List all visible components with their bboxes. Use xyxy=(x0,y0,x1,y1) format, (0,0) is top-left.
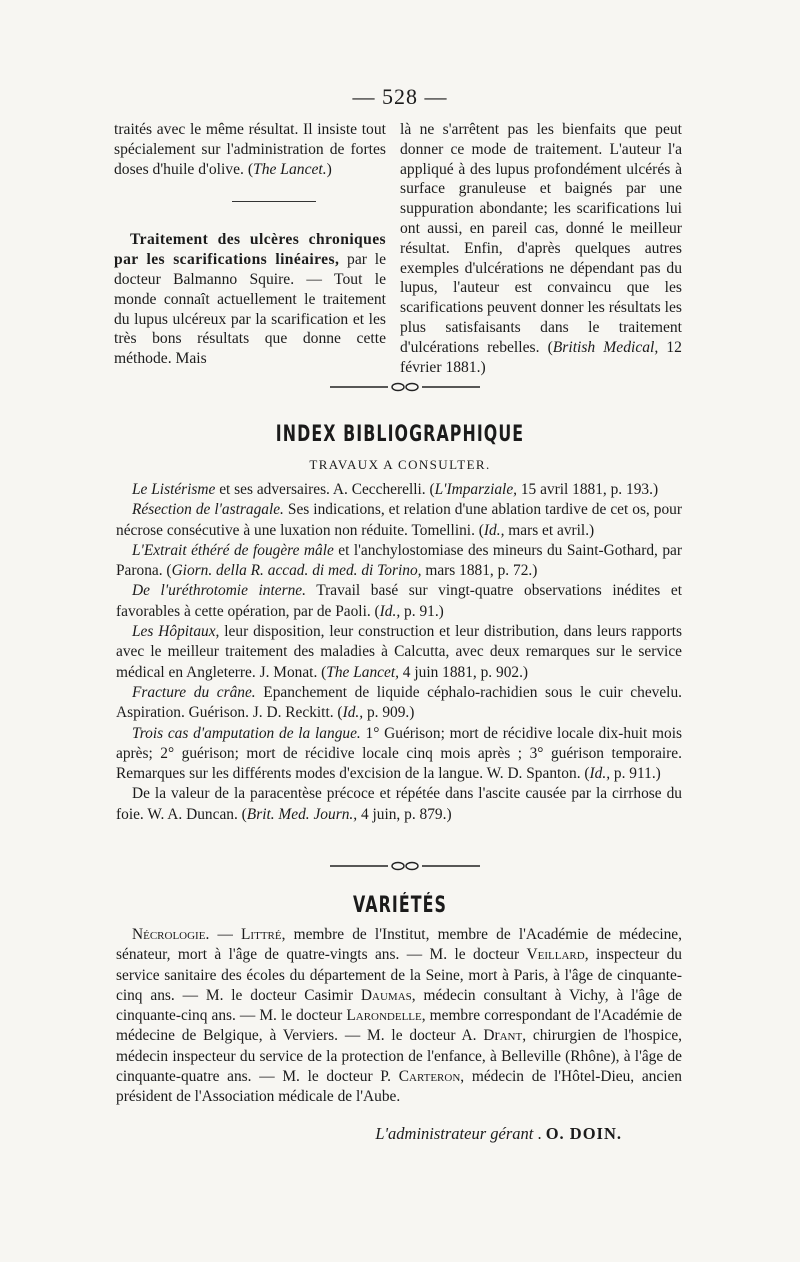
necrology-paragraph: Nécrologie. — Littré, membre de l'Institut, membre de l'Académie de médecine, sénateur, mort à l'âge de quatre-vingts ans. — M. le docteur Veillard, inspecteur du service sanitaire des écoles du département de la Seine, mort à Paris, à l'âge de cinquante-cinq ans. — M. le docteur Casimir Daumas, médecin consultant à Vichy, à l'âge de cinquante-cinq ans. — M. le docteur Larondelle, membre correspondant de l'Académie de médecine de Belgique, à Verviers. — M. le docteur A. Drant, chirurgien de l'hospice, médecin inspecteur du service de la protection de l'enfance, à Belleville (Rhône), à l'âge de cinquante-quatre ans. — M. le docteur P. Carteron, médecin de l'Hôtel-Dieu, ancien président de l'Association médicale de l'Aube. xyxy=(116,926,683,1106)
bib-entry: De l'uréthrotomie interne. Travail basé sur vingt-quatre observations inédites et favorables à cette opération, par de Paoli. (Id., p. 91.) xyxy=(116,582,682,620)
article-title: Traitement des ulcères chroniques par les scarifications linéaires, xyxy=(114,231,386,269)
lancet-paragraph: traités avec le même résultat. Il insiste tout spécialement sur l'administration de fortes doses d'huile d'olive. (The Lancet.) xyxy=(114,121,386,178)
source-citation: The Lancet. xyxy=(253,160,327,178)
bib-entry: L'Extrait éthéré de fougère mâle et l'anchylostomiase des mineurs du Saint-Gothard, par Parona. (Giorn. della R. accad. di med. di Torino, mars 1881, p. 72.) xyxy=(116,541,683,580)
source-citation: British Medical, xyxy=(552,338,659,356)
scarification-article: Traitement des ulcères chroniques par les scarifications linéaires, par le docteur Balmanno Squire. — Tout le monde connaît actuellement le traitement du lupus ulcéreux par la scarification et les très bons résultats que donne cette méthode. Mais xyxy=(114,231,387,368)
varietes-title: VARIÉTÉS xyxy=(352,893,448,918)
bib-entry: Le Listérisme et ses adversaires. A. Ceccherelli. (L'Imparziale, 15 avril 1881, p. 193.) xyxy=(132,481,659,498)
index-subtitle: TRAVAUX A CONSULTER. xyxy=(309,457,491,472)
bib-entry: Fracture du crâne. Epanchement de liquide céphalo-rachidien sous le cuir chevelu. Aspiration. Guérison. J. D. Reckitt. (Id., p. 909.) xyxy=(116,683,682,722)
bib-entry: Les Hôpitaux, leur disposition, leur construction et leur distribution, dans leurs rapports avec le meilleur traitement des maladies à Calcutta, avec deux remarques sur le service médical en Angleterre. J. Monat. (The Lancet, 4 juin 1881, p. 902.) xyxy=(116,623,682,681)
necrology-section xyxy=(116,925,682,1108)
bib-entry: Résection de l'astragale. Ses indications, et relation d'une ablation tardive de cet os, pour nécrose consécutive à une luxation non réduite. Tomellini. (Id., mars et avril.) xyxy=(116,501,682,539)
bibliography-list xyxy=(116,480,682,825)
bib-entry: De la valeur de la paracentèse précoce et répétée dans l'ascite causée par la cirrhose du foie. W. A. Duncan. (Brit. Med. Journ., 4 juin, p. 879.) xyxy=(116,785,682,823)
left-column xyxy=(114,120,386,369)
ornament-rule xyxy=(330,861,480,871)
publisher-signature: L'administrateur gérant . O. DOIN. xyxy=(375,1124,622,1143)
bib-entry: Trois cas d'amputation de la langue. 1° Guérison; mort de récidive locale dix-huit mois après; 2° guérison; mort de récidive locale cinq mois après ; 3° guérison temporaire. Remarques sur les différents modes d'excision de la langue. W. D. Spanton. (Id., p. 911.) xyxy=(116,724,682,783)
right-column xyxy=(400,120,682,377)
index-title: INDEX BIBLIOGRAPHIQUE xyxy=(275,422,525,447)
ornament-rule xyxy=(330,382,480,392)
separator-rule xyxy=(232,201,316,202)
article-continuation: là ne s'arrêtent pas les bienfaits que peut donner ce mode de traitement. L'auteur l'a appliqué à des lupus profondément ulcérés à surface granuleuse et baignés par une suppuration abondante; les scarifications lui ont aussi, en pareil cas, donné le meilleur résultat. Enfin, d'après quelques autres exemples d'ulcérations ne dépendant pas du lupus, l'auteur est convaincu que les scarifications peuvent donner les résultats les plus satisfaisants dans le traitement d'ulcérations rebelles. (British Medical, 12 février 1881.) xyxy=(400,121,682,376)
page-number: — 528 — xyxy=(352,84,448,109)
